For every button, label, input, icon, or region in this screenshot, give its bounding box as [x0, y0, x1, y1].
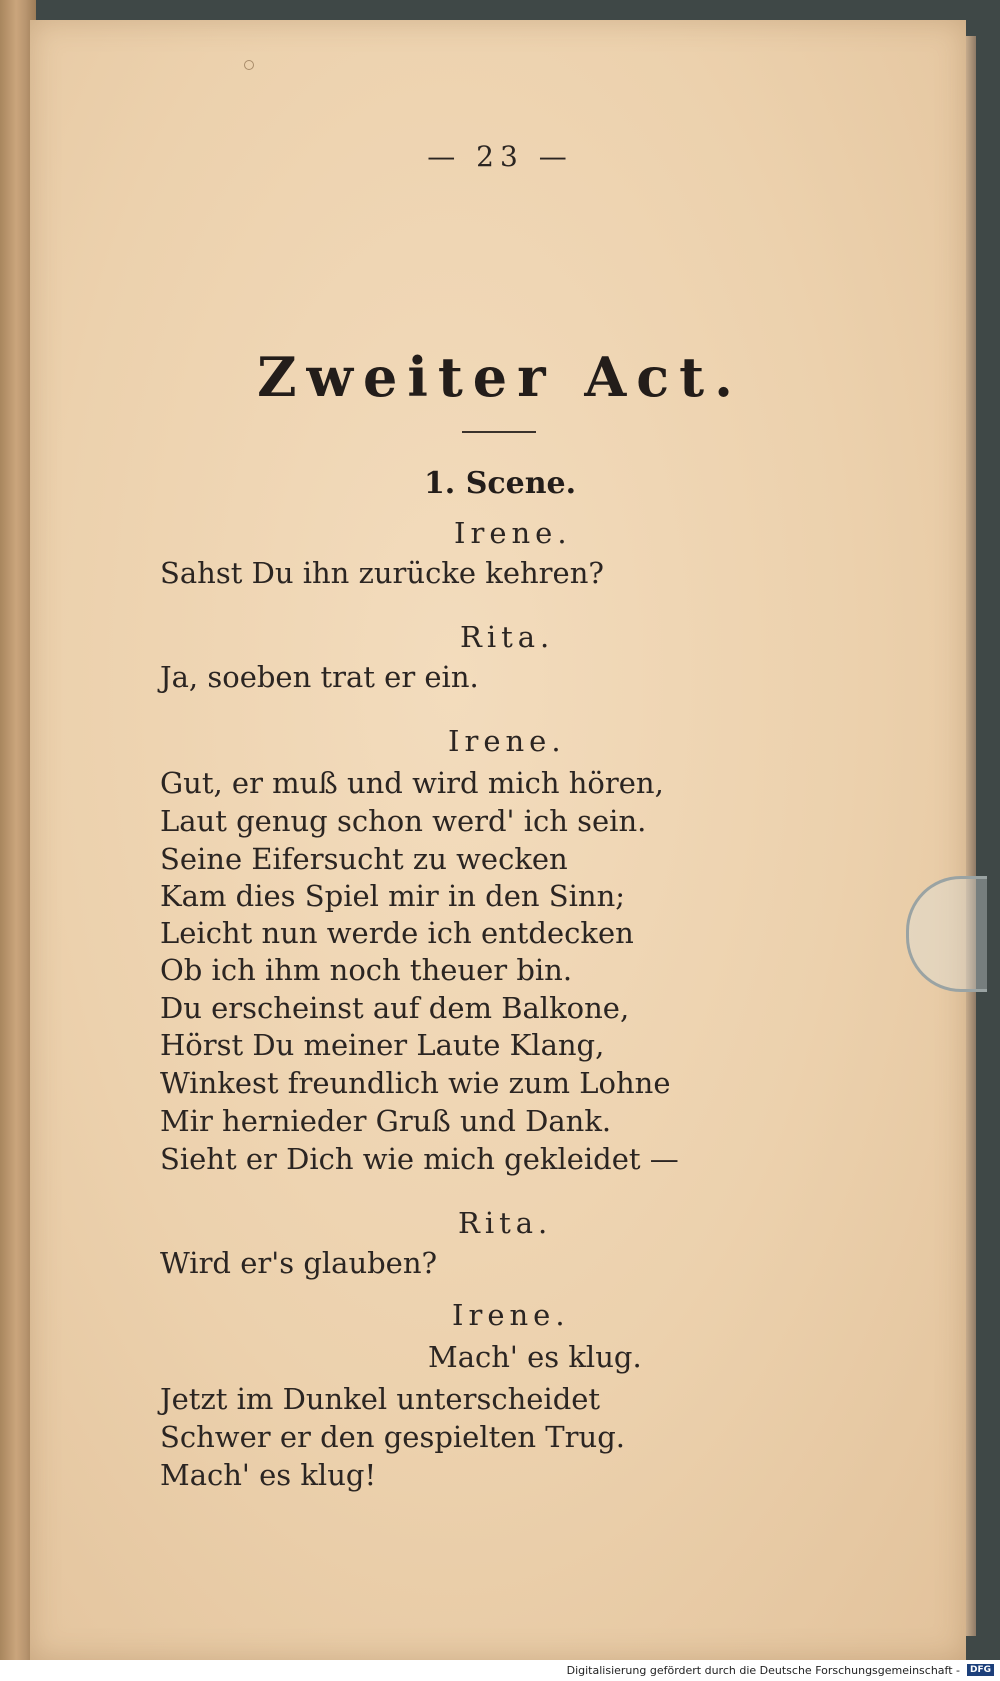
speaker-rita-2: Rita. — [458, 1206, 553, 1240]
scene-heading: 1. Scene. — [423, 466, 577, 501]
page-hole — [244, 60, 254, 70]
footer-credit: Digitalisierung gefördert durch die Deutsche Forschungsgemeinschaft - — [566, 1664, 960, 1677]
verse-line: Kam dies Spiel mir in den Sinn; — [160, 879, 626, 913]
closing-line: Jetzt im Dunkel unterscheidet — [160, 1382, 601, 1416]
verse-line: Du erscheinst auf dem Balkone, — [160, 991, 630, 1025]
verse-line: Ob ich ihm noch theuer bin. — [160, 953, 573, 987]
verse-line: Gut, er muß und wird mich hören, — [160, 766, 664, 800]
page-edge — [966, 36, 976, 1636]
verse-line: Leicht nun werde ich entdecken — [160, 916, 634, 950]
footer-bar — [0, 1660, 1000, 1681]
verse-line: Laut genug schon werd' ich sein. — [160, 804, 647, 838]
closing-line: Schwer er den gespielten Trug. — [160, 1420, 625, 1454]
verse-line: Mir hernieder Gruß und Dank. — [160, 1104, 612, 1138]
dialogue-line: Ja, soeben trat er ein. — [160, 660, 479, 694]
heading-divider — [462, 431, 536, 433]
verse-line: Winkest freundlich wie zum Lohne — [160, 1066, 671, 1100]
verse-line: Sieht er Dich wie mich gekleidet — — [160, 1142, 679, 1176]
dialogue-line: Sahst Du ihn zurücke kehren? — [160, 556, 604, 590]
dialogue-line: Wird er's glauben? — [160, 1246, 438, 1280]
speaker-irene-1: Irene. — [454, 516, 572, 550]
speaker-irene-3: Irene. — [452, 1298, 570, 1332]
dialogue-line-indented: Mach' es klug. — [428, 1340, 642, 1374]
verse-line: Hörst Du meiner Laute Klang, — [160, 1028, 605, 1062]
dfg-logo: DFG — [967, 1664, 994, 1676]
speaker-rita-1: Rita. — [460, 620, 555, 654]
closing-line: Mach' es klug! — [160, 1458, 377, 1492]
page-number: — 23 — — [427, 140, 573, 173]
act-heading: Zweiter Act. — [257, 345, 743, 409]
speaker-irene-2: Irene. — [448, 724, 566, 758]
verse-line: Seine Eifersucht zu wecken — [160, 842, 568, 876]
